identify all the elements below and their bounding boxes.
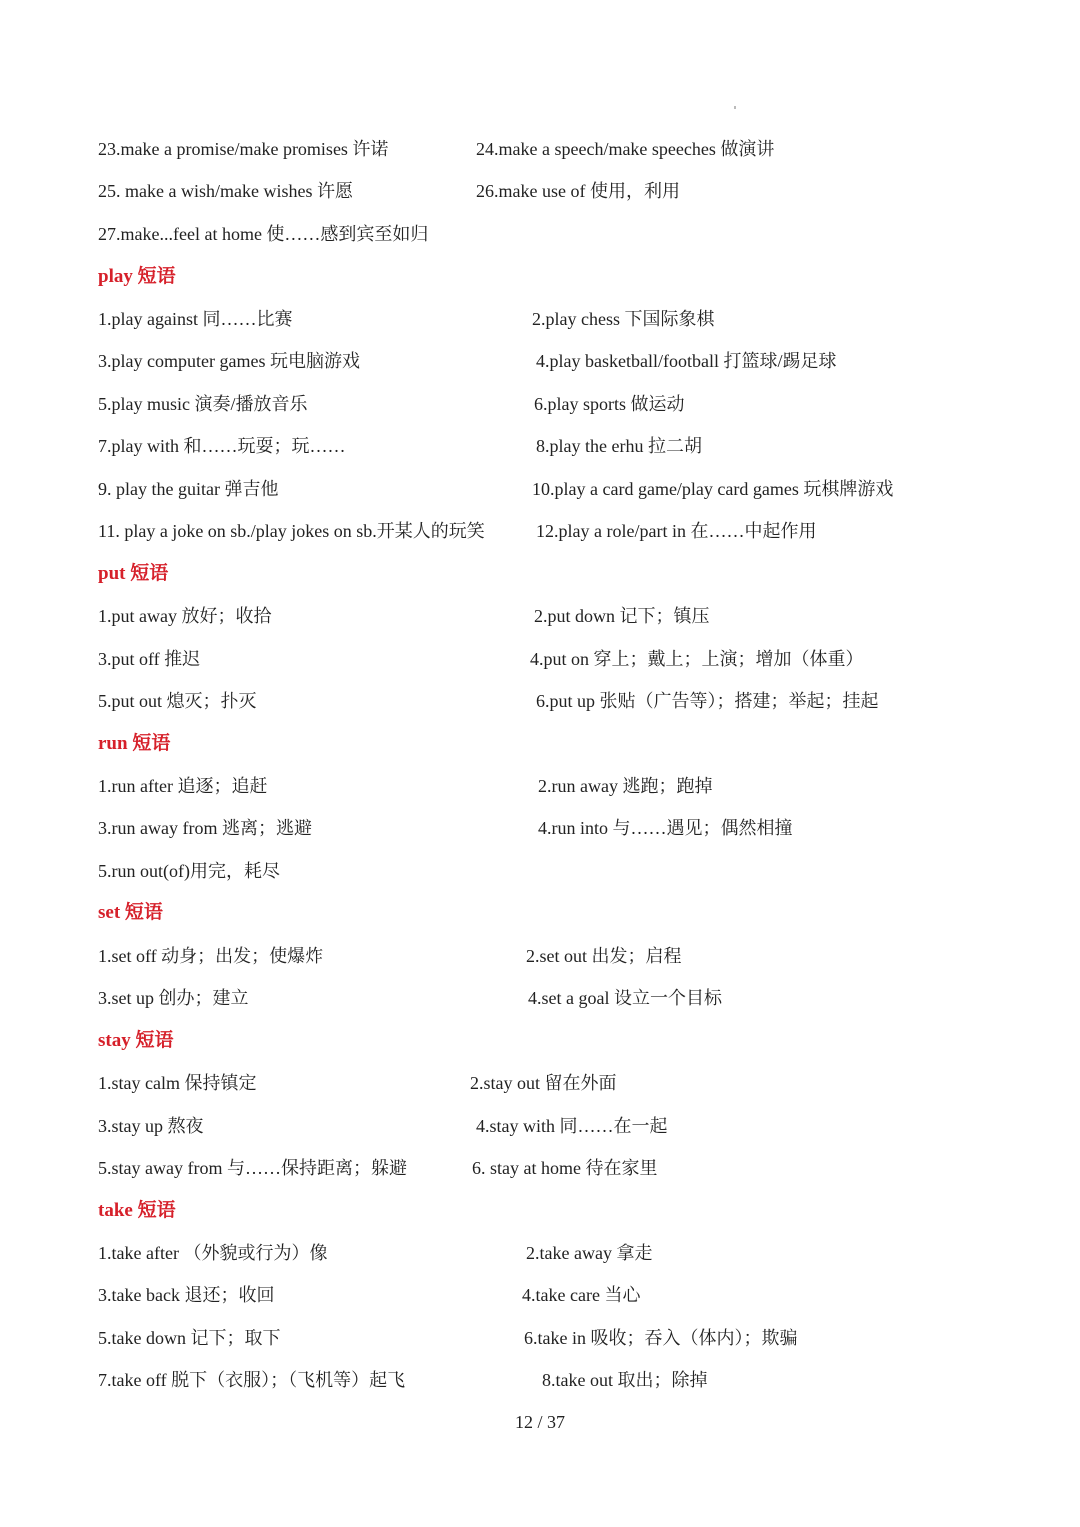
phrase-row: [98, 176, 998, 206]
phrase-item: 1.run after 追逐；追赶: [98, 776, 268, 796]
phrase-item: 3.set up 创办；建立: [98, 988, 249, 1008]
phrase-item: 1.take after （外貌或行为）像: [98, 1243, 328, 1263]
phrase-row: [98, 219, 998, 249]
phrase-item: 3.stay up 熬夜: [98, 1116, 204, 1136]
phrase-row: [98, 1323, 998, 1353]
phrase-row: [98, 856, 998, 886]
phrase-row: [98, 686, 998, 716]
phrase-row: [98, 346, 998, 376]
phrase-item: 9. play the guitar 弹吉他: [98, 479, 279, 499]
phrase-item: 6.take in 吸收；吞入（体内）；欺骗: [524, 1328, 798, 1348]
phrase-item: 8.take out 取出；除掉: [542, 1370, 708, 1390]
phrase-item: 27.make...feel at home 使……感到宾至如归: [98, 224, 429, 244]
phrase-item: 4.put on 穿上；戴上；上演；增加（体重）: [530, 649, 864, 669]
phrase-item: 6. stay at home 待在家里: [472, 1158, 658, 1178]
phrase-item: 5.put out 熄灭；扑灭: [98, 691, 257, 711]
phrase-item: 11. play a joke on sb./play jokes on sb.开某人的玩笑: [98, 521, 485, 541]
phrase-row: [98, 1068, 998, 1098]
phrase-row: [98, 304, 998, 334]
scan-speck: [734, 106, 736, 109]
phrase-item: 2.put down 记下；镇压: [534, 606, 710, 626]
phrase-item: 3.run away from 逃离；逃避: [98, 818, 312, 838]
phrase-row: [98, 1111, 998, 1141]
phrase-row: [98, 1238, 998, 1268]
phrase-item: 6.play sports 做运动: [534, 394, 685, 414]
phrase-item: 5.run out(of)用完，耗尽: [98, 861, 280, 881]
phrase-row: [98, 1153, 998, 1183]
phrase-item: 3.take back 退还；收回: [98, 1285, 275, 1305]
phrase-row: [98, 771, 998, 801]
section-heading-take: take 短语: [98, 1200, 176, 1221]
phrase-item: 25. make a wish/make wishes 许愿: [98, 181, 353, 201]
phrase-row: [98, 134, 998, 164]
phrase-item: 2.set out 出发；启程: [526, 946, 682, 966]
phrase-item: 3.put off 推迟: [98, 649, 201, 669]
phrase-item: 4.play basketball/football 打篮球/踢足球: [536, 351, 837, 371]
phrase-item: 26.make use of 使用，利用: [476, 181, 680, 201]
phrase-item: 7.take off 脱下（衣服）；（飞机等）起飞: [98, 1370, 406, 1390]
section-heading-run: run 短语: [98, 733, 171, 754]
section-heading-play: play 短语: [98, 266, 176, 287]
phrase-item: 4.set a goal 设立一个目标: [528, 988, 722, 1008]
phrase-item: 2.play chess 下国际象棋: [532, 309, 715, 329]
phrase-item: 23.make a promise/make promises 许诺: [98, 139, 389, 159]
phrase-item: 8.play the erhu 拉二胡: [536, 436, 702, 456]
phrase-row: [98, 431, 998, 461]
phrase-item: 7.play with 和……玩耍；玩……: [98, 436, 346, 456]
phrase-item: 12.play a role/part in 在……中起作用: [536, 521, 817, 541]
phrase-row: [98, 941, 998, 971]
phrase-row: [98, 1280, 998, 1310]
phrase-row: [98, 516, 998, 546]
phrase-row: [98, 644, 998, 674]
phrase-row: [98, 983, 998, 1013]
phrase-item: 1.put away 放好；收拾: [98, 606, 272, 626]
phrase-item: 5.take down 记下；取下: [98, 1328, 281, 1348]
phrase-row: [98, 813, 998, 843]
section-heading-stay: stay 短语: [98, 1030, 174, 1051]
section-heading-set: set 短语: [98, 902, 163, 923]
page-number: 12 / 37: [514, 1412, 565, 1432]
phrase-item: 24.make a speech/make speeches 做演讲: [476, 139, 775, 159]
phrase-item: 1.stay calm 保持镇定: [98, 1073, 257, 1093]
phrase-item: 5.play music 演奏/播放音乐: [98, 394, 308, 414]
section-heading-put: put 短语: [98, 563, 169, 584]
phrase-item: 1.set off 动身；出发；使爆炸: [98, 946, 324, 966]
phrase-item: 2.run away 逃跑；跑掉: [538, 776, 713, 796]
phrase-item: 4.take care 当心: [522, 1285, 641, 1305]
phrase-item: 2.stay out 留在外面: [470, 1073, 617, 1093]
phrase-row: [98, 389, 998, 419]
phrase-item: 2.take away 拿走: [526, 1243, 653, 1263]
phrase-item: 4.run into 与……遇见；偶然相撞: [538, 818, 793, 838]
phrase-item: 1.play against 同……比赛: [98, 309, 293, 329]
phrase-item: 10.play a card game/play card games 玩棋牌游戏: [532, 479, 894, 499]
phrase-item: 5.stay away from 与……保持距离；躲避: [98, 1158, 407, 1178]
phrase-item: 6.put up 张贴（广告等）；搭建；举起；挂起: [536, 691, 879, 711]
phrase-item: 4.stay with 同……在一起: [476, 1116, 668, 1136]
phrase-row: [98, 601, 998, 631]
phrase-row: [98, 1365, 998, 1395]
phrase-row: [98, 474, 998, 504]
phrase-item: 3.play computer games 玩电脑游戏: [98, 351, 360, 371]
